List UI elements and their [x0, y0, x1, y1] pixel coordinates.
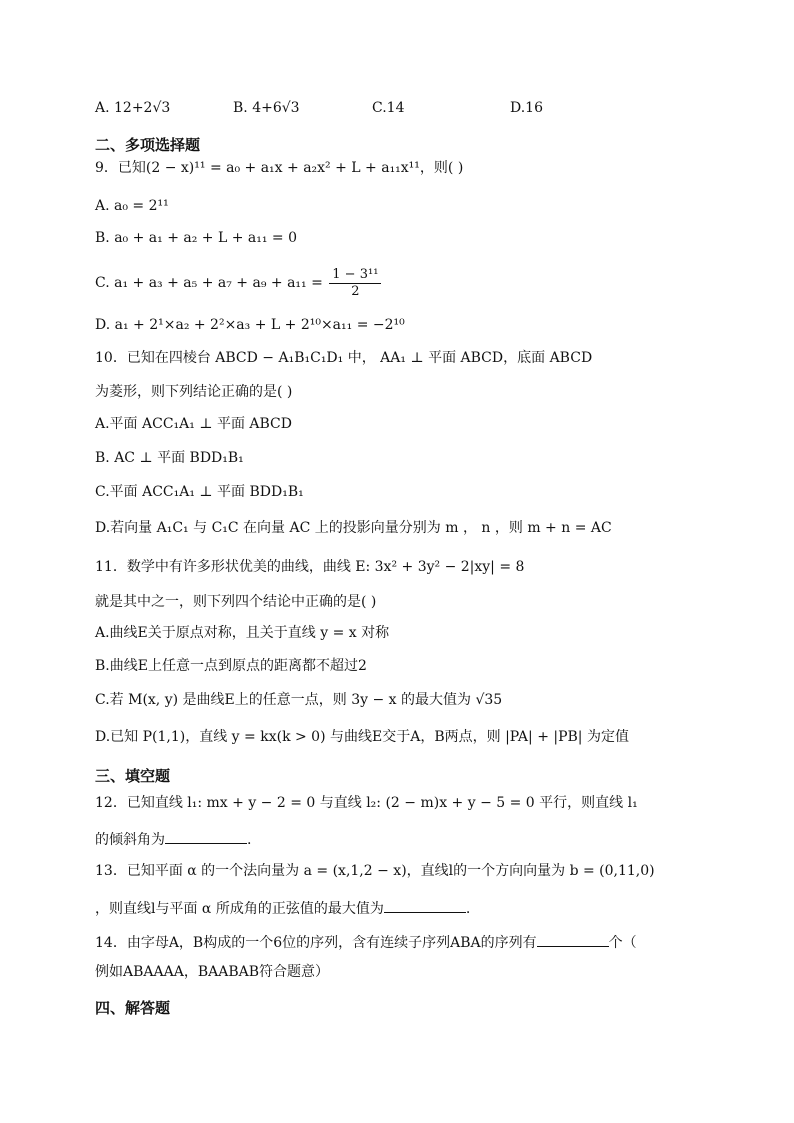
section-heading-multiple-choice: 二、多项选择题 — [95, 136, 201, 154]
q13-line2 — [95, 898, 470, 919]
q14-line1 — [95, 932, 637, 953]
q13-line2-text: ，则直线l与平面 α 所成角的正弦值的最大值为 — [95, 901, 384, 917]
q14-line2: 例如ABAAAA，BAABAB符合题意） — [95, 964, 330, 980]
q14-answer-blank[interactable] — [537, 932, 609, 947]
q11-stem-line2: 就是其中之一，则下列四个结论中正确的是( ) — [95, 594, 377, 610]
q11-option-d: D.已知 P(1,1)，直线 y = kx(k > 0) 与曲线E交于A，B两点，则 |PA| + |PB| 为定值 — [95, 729, 629, 745]
q10-option-d: D.若向量 A₁C₁ 与 C₁C 在向量 AC 上的投影向量分别为 m ， n ，则 m + n = AC — [95, 520, 612, 536]
q13-answer-blank[interactable] — [384, 898, 466, 913]
q8-option-d: D.16 — [510, 100, 543, 116]
q9-option-b: B. a₀ + a₁ + a₂ + L + a₁₁ = 0 — [95, 230, 297, 246]
q10-option-a: A.平面 ACC₁A₁ ⊥ 平面 ABCD — [95, 416, 292, 432]
q9-option-c — [95, 266, 383, 300]
q13-end: . — [465, 901, 471, 917]
q12-answer-blank[interactable] — [165, 829, 247, 844]
q12-line1: 12．已知直线 l₁: mx + y − 2 = 0 与直线 l₂: (2 − m)x + y − 5 = 0 平行，则直线 l₁ — [95, 795, 638, 811]
q11-option-b: B.曲线E上任意一点到原点的距离都不超过2 — [95, 658, 367, 674]
q12-line2-text: 的倾斜角为 — [95, 832, 165, 848]
q9-option-c-denominator: 2 — [351, 283, 360, 299]
q14-line1-text: 14．由字母A，B构成的一个6位的序列，含有连续子序列ABA的序列有 — [95, 935, 537, 951]
q8-option-c: C.14 — [372, 100, 405, 116]
q11-option-c: C.若 M(x, y) 是曲线E上的任意一点，则 3y − x 的最大值为 √35 — [95, 692, 503, 708]
q9-option-c-numerator: 1 − 3¹¹ — [329, 267, 381, 284]
q10-option-b: B. AC ⊥ 平面 BDD₁B₁ — [95, 450, 244, 466]
q8-option-a: A. 12+2√3 — [95, 100, 171, 116]
section-heading-fill-in: 三、填空题 — [95, 767, 171, 785]
q8-option-b: B. 4+6√3 — [233, 100, 300, 116]
q12-line2 — [95, 829, 251, 850]
q9-stem: 9．已知(2 − x)¹¹ = a₀ + a₁x + a₂x² + L + a₁₁x¹¹，则( ) — [95, 160, 464, 176]
q14-line1-end: 个（ — [608, 935, 637, 951]
q11-option-a: A.曲线E关于原点对称，且关于直线 y = x 对称 — [95, 625, 390, 641]
q10-stem-line1: 10．已知在四棱台 ABCD − A₁B₁C₁D₁ 中， AA₁ ⊥ 平面 ABCD，底面 ABCD — [95, 350, 593, 366]
q13-line1: 13．已知平面 α 的一个法向量为 a = (x,1,2 − x)，直线l的一个方向向量为 b = (0,11,0) — [95, 863, 655, 879]
q9-option-c-fraction — [329, 267, 381, 300]
section-heading-solutions: 四、解答题 — [95, 999, 171, 1017]
q10-stem-line2: 为菱形，则下列结论正确的是( ) — [95, 384, 293, 400]
q10-option-c: C.平面 ACC₁A₁ ⊥ 平面 BDD₁B₁ — [95, 484, 304, 500]
q11-stem-line1: 11．数学中有许多形状优美的曲线，曲线 E: 3x² + 3y² − 2|xy| = 8 — [95, 559, 525, 575]
q9-option-a: A. a₀ = 2¹¹ — [95, 198, 169, 214]
q9-option-d: D. a₁ + 2¹×a₂ + 2²×a₃ + L + 2¹⁰×a₁₁ = −2¹⁰ — [95, 317, 405, 333]
q9-option-c-left: C. a₁ + a₃ + a₅ + a₇ + a₉ + a₁₁ = — [95, 275, 323, 291]
q12-end: . — [247, 832, 252, 848]
